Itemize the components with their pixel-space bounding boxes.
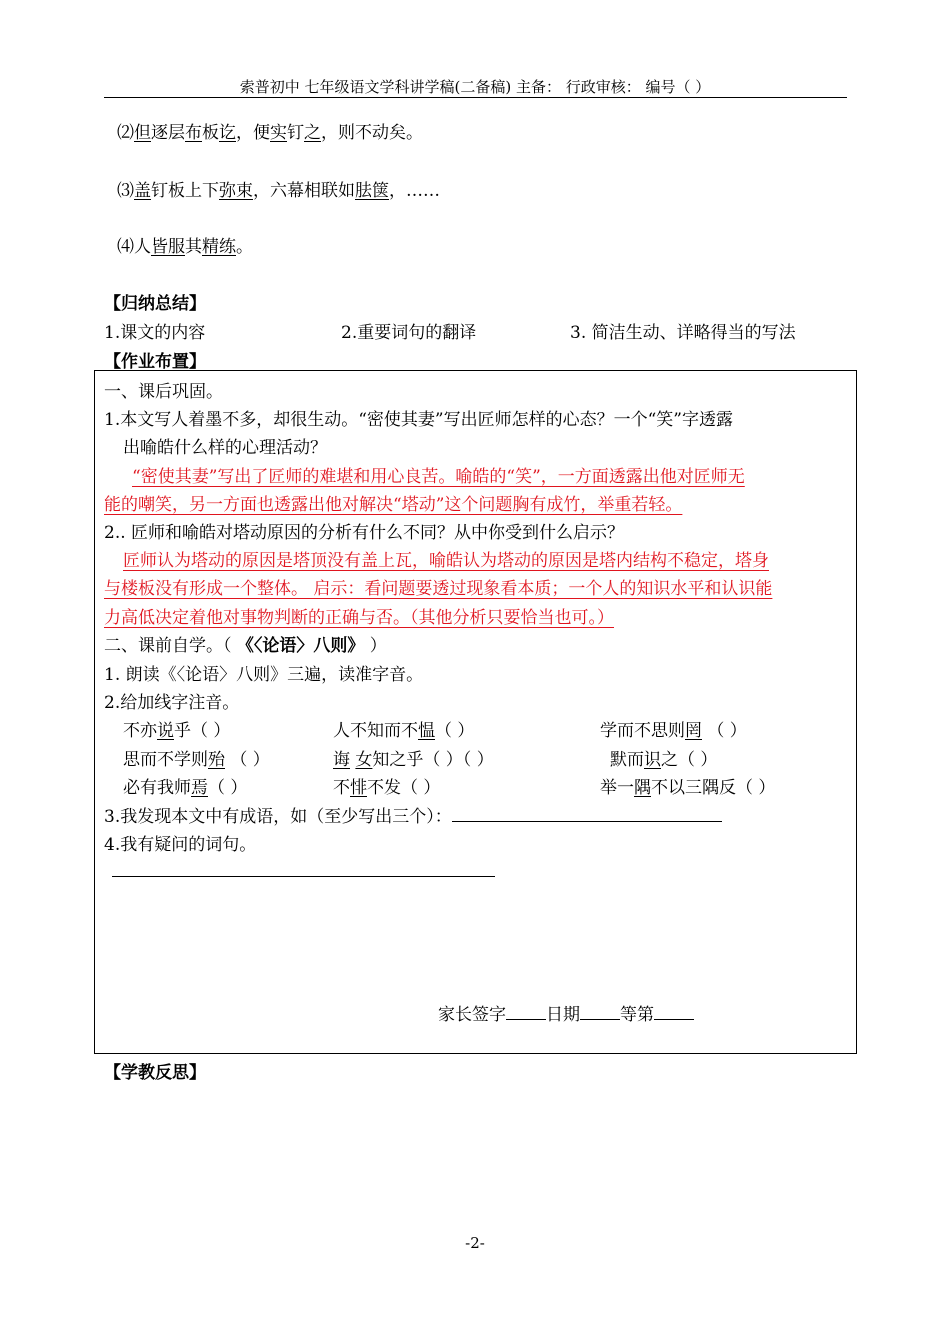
pinyin-item: 举一隅不以三隅反（ ） <box>600 778 776 798</box>
pinyin-item: 不亦说乎（ ） <box>123 721 231 741</box>
task-2: 2.给加线字注音。 <box>104 693 240 713</box>
answer-1-line-2: 能的嘲笑，另一方面也透露出他对解决“塔动”这个问题胸有成竹，举重若轻。 <box>104 495 683 515</box>
page-header: 索普初中 七年级语文学科讲学稿(二备稿) 主备： 行政审核： 编号（ ） <box>239 78 711 96</box>
question-answer-blank[interactable] <box>112 876 495 877</box>
section-2-title: 二、课前自学。（ 《〈论语〉八则》 ） <box>104 636 387 656</box>
reflection-heading: 【学教反思】 <box>104 1063 206 1083</box>
task-1: 1. 朗读《〈论语〉八则》三遍，读准字音。 <box>104 665 424 685</box>
pinyin-item: 不悱不发（ ） <box>333 778 441 798</box>
section-1-title: 一、课后巩固。 <box>104 382 223 402</box>
question-1-line-2: 出喻皓什么样的心理活动？ <box>123 438 327 458</box>
pinyin-item: 诲 女知之乎（ ）（ ） <box>333 750 494 770</box>
summary-item-2: 2.重要词句的翻译 <box>341 323 477 343</box>
summary-item-1: 1.课文的内容 <box>104 323 206 343</box>
task-3: 3.我发现本文中有成语，如（至少写出三个）： <box>104 802 722 827</box>
sentence-item-2: ⑵但逐层布板讫，便实钉之，则不动矣。 <box>117 123 423 143</box>
header-rule <box>104 97 847 98</box>
summary-item-3: 3. 简洁生动、详略得当的写法 <box>570 323 796 343</box>
pinyin-item: 思而不学则殆 （ ） <box>123 750 270 770</box>
signature-blank[interactable] <box>506 1005 546 1020</box>
date-blank[interactable] <box>580 1005 620 1020</box>
parent-signature-row: 家长签字 日期 等第 <box>438 1000 694 1025</box>
pinyin-item: 默而识之（ ） <box>610 750 718 770</box>
answer-2-line-1: 匠师认为塔动的原因是塔顶没有盖上瓦，喻皓认为塔动的原因是塔内结构不稳定，塔身 <box>123 551 769 571</box>
idiom-answer-blank[interactable] <box>452 807 722 822</box>
answer-1-line-1: “密使其妻”写出了匠师的难堪和用心良苦。喻皓的“笑”，一方面透露出他对匠师无 <box>132 467 745 487</box>
sentence-item-3: ⑶盖钉板上下弥束，六幕相联如胠箧，…… <box>117 181 440 201</box>
question-2: 2.. 匠师和喻皓对塔动原因的分析有什么不同？从中你受到什么启示？ <box>104 523 625 543</box>
answer-2-line-2: 与楼板没有形成一个整体。 启示：看问题要透过现象看本质；一个人的知识水平和认识能 <box>104 579 773 599</box>
grade-blank[interactable] <box>654 1005 694 1020</box>
pinyin-item: 人不知而不愠（ ） <box>333 721 475 741</box>
summary-heading: 【归纳总结】 <box>104 294 206 314</box>
sentence-item-4: ⑷人皆服其精练。 <box>117 237 253 257</box>
pinyin-item: 学而不思则罔 （ ） <box>600 721 747 741</box>
pinyin-item: 必有我师焉（ ） <box>123 778 248 798</box>
page-number: -2- <box>465 1234 485 1252</box>
task-4: 4.我有疑问的词句。 <box>104 835 257 855</box>
homework-heading: 【作业布置】 <box>104 352 206 372</box>
question-1-line-1: 1.本文写人着墨不多，却很生动。“密使其妻”写出匠师怎样的心态？一个“笑”字透露 <box>104 410 733 430</box>
answer-2-line-3: 力高低决定着他对事物判断的正确与否。（其他分析只要恰当也可。） <box>104 608 614 628</box>
